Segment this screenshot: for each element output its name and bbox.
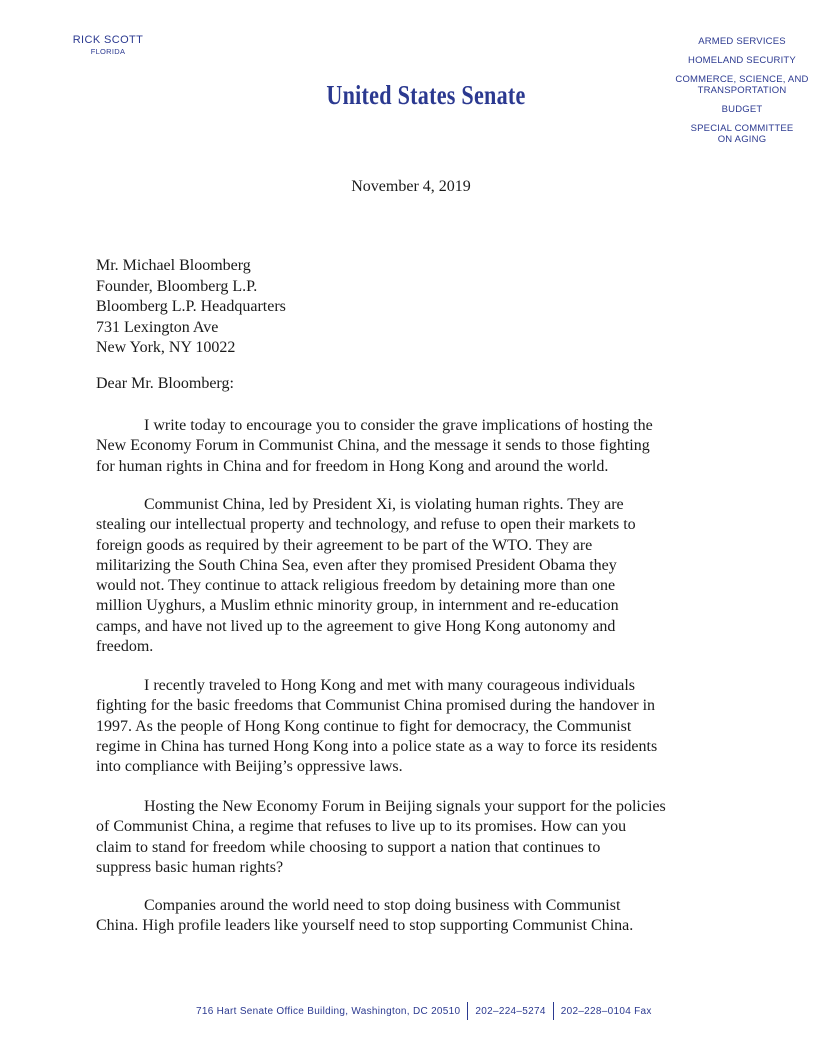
paragraph-line: claim to stand for freedom while choosing to support a nation that continues to xyxy=(96,838,601,856)
paragraph-line: 1997. As the people of Hong Kong continue to fight for democracy, the Communist xyxy=(96,717,632,735)
committee-item: COMMERCE, SCIENCE, AND TRANSPORTATION xyxy=(675,74,809,96)
senator-state: FLORIDA xyxy=(90,47,126,56)
senator-block xyxy=(62,34,154,57)
paragraph-line: suppress basic human rights? xyxy=(96,858,284,876)
body-paragraph xyxy=(96,416,736,477)
committee-item: ARMED SERVICES xyxy=(698,36,786,47)
body-paragraph xyxy=(96,896,736,937)
letterhead-title: United States Senate xyxy=(326,80,526,110)
paragraph-line: foreign goods as required by their agreement to be part of the WTO. They are xyxy=(96,536,593,554)
paragraph-line: would not. They continue to attack religious freedom by detaining more than one xyxy=(96,577,616,595)
paragraph-line: of Communist China, a regime that refuses to live up to its promises. How can you xyxy=(96,818,627,836)
paragraph-line: fighting for the basic freedoms that Communist China promised during the handover in xyxy=(96,697,656,715)
paragraph-line: I recently traveled to Hong Kong and met with many courageous individuals xyxy=(144,677,635,694)
footer-divider xyxy=(467,1002,468,1020)
letterhead-footer xyxy=(196,1001,652,1021)
committee-item: BUDGET xyxy=(721,104,763,115)
paragraph-line: freedom. xyxy=(96,638,154,656)
paragraph-line: Communist China, led by President Xi, is violating human rights. They are xyxy=(144,496,624,513)
paragraph-line: I write today to encourage you to consider the grave implications of hosting the xyxy=(144,417,653,434)
paragraph-line: million Uyghurs, a Muslim ethnic minority group, in internment and re-education xyxy=(96,597,619,615)
paragraph-line: militarizing the South China Sea, even after they promised President Obama they xyxy=(96,556,617,574)
body-paragraph xyxy=(96,797,736,878)
paragraph-line: Hosting the New Economy Forum in Beijing signals your support for the policies xyxy=(144,798,666,815)
paragraph-line: New Economy Forum in Communist China, and the message it sends to those fighting xyxy=(96,437,650,455)
address-line: 731 Lexington Ave xyxy=(96,318,219,336)
address-line: Mr. Michael Bloomberg xyxy=(96,257,251,274)
paragraph-line: into compliance with Beijing’s oppressive laws. xyxy=(96,758,403,776)
committee-item: HOMELAND SECURITY xyxy=(688,55,796,66)
body-paragraph xyxy=(96,495,736,657)
committee-item: SPECIAL COMMITTEE ON AGING xyxy=(690,123,794,145)
address-line: Founder, Bloomberg L.P. xyxy=(96,277,258,295)
address-line: Bloomberg L.P. Headquarters xyxy=(96,298,286,315)
office-phone: 202–224–5274 xyxy=(475,1005,546,1017)
letter-date: November 4, 2019 xyxy=(351,178,471,195)
paragraph-line: China. High profile leaders like yourself need to stop supporting Communist China. xyxy=(96,917,634,935)
paragraph-line: for human rights in China and for freedom in Hong Kong and around the world. xyxy=(96,457,609,475)
paragraph-line: camps, and have not lived up to the agreement to give Hong Kong autonomy and xyxy=(96,617,616,635)
office-fax: 202–228–0104 Fax xyxy=(560,1005,652,1017)
paragraph-line: Companies around the world need to stop doing business with Communist xyxy=(144,897,621,914)
committee-list xyxy=(664,36,820,153)
address-line: New York, NY 10022 xyxy=(96,339,236,356)
paragraph-line: regime in China has turned Hong Kong into a police state as a way to force its residents xyxy=(96,737,658,755)
recipient-address xyxy=(96,256,286,359)
body-paragraph xyxy=(96,676,736,777)
senator-name: RICK SCOTT xyxy=(72,34,144,46)
salutation: Dear Mr. Bloomberg: xyxy=(96,375,234,392)
paragraph-line: stealing our intellectual property and technology, and refuse to open their markets to xyxy=(96,516,636,534)
footer-divider xyxy=(553,1002,554,1020)
office-address: 716 Hart Senate Office Building, Washington, DC 20510 xyxy=(196,1005,461,1017)
